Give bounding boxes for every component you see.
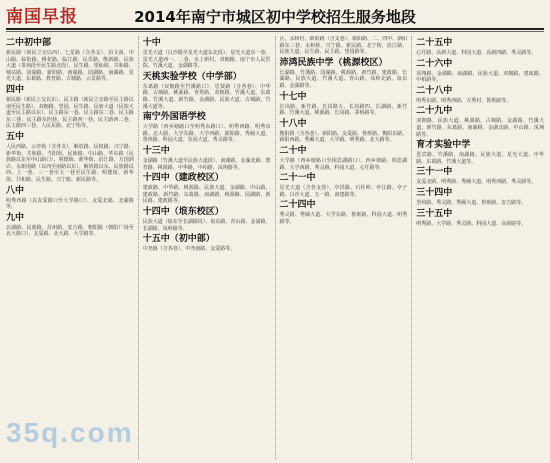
school-district-text: 秀灵路、秀厢大道、大学东路、鲁班路、科园大道、明秀路等。: [279, 212, 408, 225]
school-district-text: 东葛路（双拥路至竹溪路口）、思贤路（含各巷）、中华路、古城路、桃源路、青秀路、双拥路、竹溪大道、东葛路、竹溪大道、新竹路、金湖路、民族大道、古城路、竹溪大道等。: [142, 83, 271, 110]
school-district-text: 北湖路、民族路、苏州路、安吉路、朝阳路（朝阳广场至北大路口）、友爱路、北大路、大学路等。: [6, 224, 134, 238]
school-title: 五中: [6, 131, 25, 142]
school-title: 育才实验中学: [416, 140, 471, 151]
article-columns: [6, 36, 544, 460]
school-district-text: 望州路、秀灵路、秀厢大道、鲁班路、安吉路等。: [416, 199, 527, 206]
school-district-text: 长岗路、新竹路、长岗路五、长岗路四、长湖路、新竹路、竹溪大道、桃源路、长岗路、茅桥路等。: [279, 103, 408, 117]
school-district-text: 大学路（西乡塘路口至相思湖路口）、西乡塘路、相思湖路、大学西路、秀灵路、科园大道、心圩路等。: [279, 157, 408, 171]
school-district-text: 明秀西路（以友爱路口至大学路口）、友爱北路、北湖路等。: [6, 197, 134, 211]
school-title: 十七中: [279, 91, 307, 102]
school-title: 二十四中: [279, 200, 316, 211]
school-title: 南宁外国语学校: [142, 112, 206, 123]
title-rule-thin: [6, 31, 544, 32]
school-title: 二十中: [279, 145, 307, 156]
school-district-text: 友爱北路、明秀路、秀厢大道、明秀西路、秀灵路等。: [416, 179, 537, 186]
school-district-text: 人民西路、云亭街（含各支）、解放路、民权路、兴宁路、新华街、共和路、当阳街、民族路、中山路、华东路（民族路以东至中山路口）、明德街、新华街、沿江路、万国酒店、永新南路（以西至南路以东）、解放路以东、民族路以西、上一巷、三一巷至五一巷至民生路、明德街、新华街、共和路、民生路、兴宁路、新民路等。: [6, 143, 134, 183]
school-title: 二十六中: [416, 58, 453, 69]
school-district-text: 星光大道（白沙路至星光大道东北段）、星光大道东一巷、星光大道西一、二巷、水上新村、双拥路、南宁市人民医院、竹溪大道、金湖路等。: [142, 50, 271, 70]
school-title: 二中初中部: [6, 38, 52, 48]
school-district-text: 双拥路、民族大道、桃源路、古城路、金湖路、竹溪大道、新竹路、东葛路、南湖路、金湖北路、中山路、凤翔路等。: [416, 118, 544, 138]
school-title: 三十五中: [416, 208, 453, 219]
school-district-text: 明秀东路、明秀西路、万秀村、鲁班路等。: [416, 97, 512, 104]
school-title: 二十五中: [416, 38, 453, 48]
school-district-text: 长湖路、竹溪路、园湖路、桃源路、新竹路、建政路、长湖路、民族大道、竹溪大道、青山路、凤岭北路、埌东路、金湖路等。: [279, 69, 408, 89]
title-rule: [6, 28, 544, 30]
school-title: 天桃实验学校（中学部）: [142, 71, 242, 82]
school-title: 二十一中: [279, 173, 316, 184]
school-district-text: 大学路（西乡塘路口至明秀东路口）、明秀西路、明秀东路、北大路、大学东路、大学西路、新阳路、秀厢大道、鲁班路、科园大道、发展大道、秀灵路等。: [142, 124, 271, 144]
school-title: 沛鸿民族中学（桃源校区）: [279, 57, 388, 68]
school-district-text: 民族大道（埌东至长湖路段）、埌东路、青山路、金浦路、长湖路、凤岭路等。: [142, 218, 271, 232]
school-title: 八中: [6, 185, 25, 196]
school-district-text: 金湖路（竹溪大道至民族大道段）、南湖路、金湖北路、教育路、桃源路、中华路、中柏路、凤翔路等。: [142, 157, 271, 171]
school-district-text: 建政路、中华路、桃源路、民族大道、金湖路、中山路、建政路、新竹路、东葛路、南湖路、桃源路、园湖路、新民路、建政路等。: [142, 185, 271, 205]
school-district-text: 区、永和村、新阳路（含支巷）、新阳路、二、四中、新阳路东三巷、永和桥、兴宁路、新民路、北宁街、沿江路、民族大道、民生路、民主路、望园路等。: [279, 36, 408, 56]
school-district-text: 中尧路（含各巷）、中尧南路、友爱路等。: [142, 246, 236, 253]
school-title: 二十八中: [416, 85, 453, 96]
site-watermark: 35q.com: [6, 417, 134, 448]
school-district-text: 心圩路、高新大道、科园大道、高新四路、秀灵路等。: [416, 50, 537, 56]
school-district-text: 明秀路、大学路、秀灵路、科园大道、高新路等。: [416, 220, 527, 227]
school-title: 十中: [142, 38, 161, 48]
column-2: [138, 36, 271, 460]
school-title: 十八中: [279, 118, 307, 129]
school-district-text: 凤翔路、金湖路、南湖路、民族大道、双拥路、建政路、中柏路等。: [416, 70, 544, 84]
newspaper-masthead: 南国早报: [6, 7, 78, 27]
column-4: [411, 36, 544, 460]
school-district-text: 新民路（新民立交以东）、民主路（新民立交路至民主路以南至民生路）、双拥路、望园、民生路、民族大道（民族大道至民主路以东）、民主路东一巷、民主路东二巷、民主路东三巷、民主路东四巷、民主路西一巷、民主路西二巷、民主路西三巷、人民东路、北宁街等。: [6, 96, 134, 130]
column-1: [6, 36, 134, 460]
school-title: 三十四中: [416, 187, 453, 198]
school-title: 十五中（初中部）: [142, 234, 215, 245]
school-title: 十三中: [142, 145, 170, 156]
school-district-text: 邕宾路、竹溪路、南湖路、民族大道、星光大道、中华路、东葛路、竹溪大道等。: [416, 152, 544, 165]
column-3: [275, 36, 408, 460]
school-district-text: 星光大道（含各支巷）、亭洪路、石柱岭、亭江路、亭子路、白沙大道、五一路、南建路等。: [279, 185, 408, 198]
school-title: 九中: [6, 212, 25, 223]
school-title: 二十九中: [416, 106, 453, 117]
school-title: 三十一中: [416, 167, 453, 178]
school-title: 十四中（建政校区）: [142, 173, 224, 184]
page-title: 2014年南宁市城区初中学校招生服务地段: [134, 8, 416, 26]
school-district-text: 新民路（新民立交以西）、七星路（含各支）、沿文南、中山路、临街路、桃花路、临江路、民乐路、维新路、民族大道（茶场段至民生路北段）、民生路、望仙坡、共和路、城站路、园湖路、新阳路、南湖路、园湖路、南湖路、星光大道、东葛路、教育路、古城路、云景路等。: [6, 50, 134, 83]
school-title: 四中: [6, 84, 25, 95]
school-title: 十四中（埌东校区）: [142, 206, 224, 217]
school-district-text: 衡阳路（含各巷）、新阳路、友爱路、鲁班路、衡阳东路、新阳西路、秀厢大道、大学路、明秀路、北大路等。: [279, 130, 408, 144]
